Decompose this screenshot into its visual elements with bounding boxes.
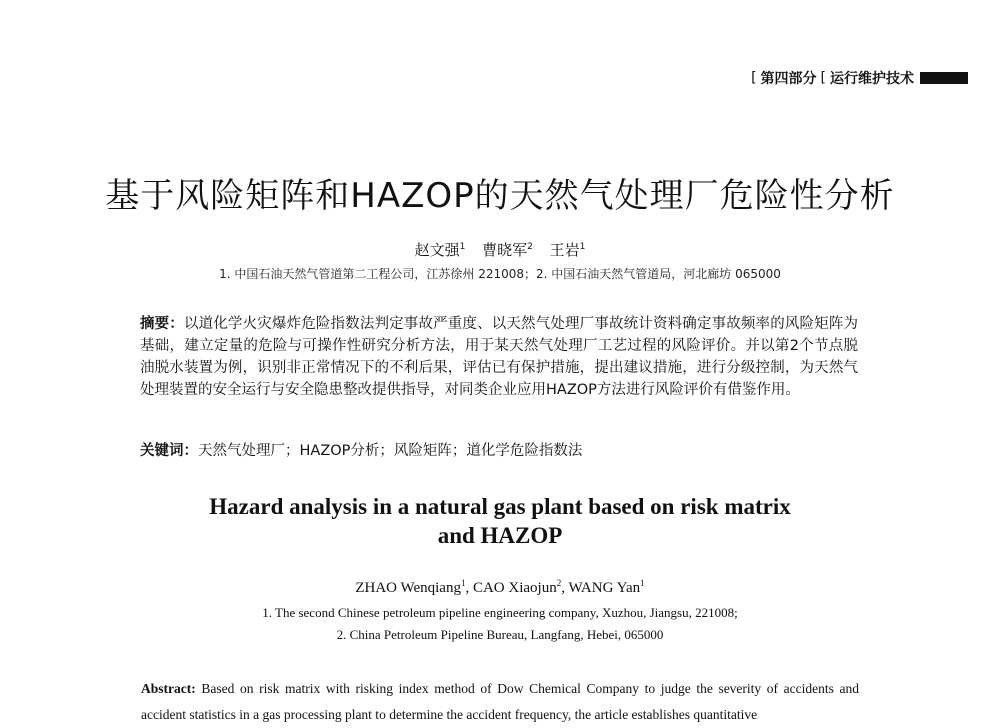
affiliations-en (0, 602, 1000, 646)
abstract-en-label: Abstract: (141, 681, 196, 696)
header-bracket-right: [ (820, 70, 826, 86)
keywords-cn-text: 天然气处理厂；HAZOP分析；风险矩阵；道化学危险指数法 (198, 443, 583, 459)
affiliations-cn: 1. 中国石油天然气管道第二工程公司，江苏徐州 221008；2. 中国石油天然气管道局，河北廊坊 065000 (219, 267, 781, 281)
author-cn: 王岩$^1$ (549, 241, 586, 259)
author-en: CAO Xiaojun$^2$ (472, 578, 562, 596)
abstract-cn-text: 以道化学火灾爆炸危险指数法判定事故严重度、以天然气处理厂事故统计资料确定事故频率的风险矩阵为基础，建立定量的危险与可操作性研究分析方法，用于某天然气处理厂工艺过程的风险评价。并以第2个节点脱油脱水装置为例，识别非正常情况下的不利后果，评估已有保护措施，提出建议措施，进行分级控制，为天然气处理装置的安全运行与安全隐患整改提供指导，对同类企业应用HAZOP方法进行风险评价有借鉴作用。 (140, 316, 858, 398)
keywords-cn-label: 关键词： (140, 443, 198, 459)
affiliation-en-1: 1. The second Chinese petroleum pipeline engineering company, Xuzhou, Jiangsu, 221008; (262, 605, 738, 620)
author-cn: 曹晓军$^2$ (482, 241, 533, 259)
paper-title-en (150, 492, 850, 550)
abstract-cn (140, 313, 858, 401)
paper-title-cn: 基于风险矩阵和HAZOP的天然气处理厂危险性分析 (105, 176, 895, 216)
paper-title-en-line1: Hazard analysis in a natural gas plant based on risk matrix (209, 494, 791, 519)
header-section: 运行维护技术 (830, 71, 914, 87)
keywords-cn (140, 440, 858, 462)
paper-title-en-line2: and HAZOP (437, 523, 563, 548)
header-bracket-left: [ (751, 70, 757, 86)
author-en: ZHAO Wenqiang$^1$ (355, 578, 466, 596)
abstract-en (141, 676, 859, 728)
authors-en: ZHAO Wenqiang$^1$, CAO Xiaojun$^2$, WANG Yan$^1$ (355, 578, 645, 596)
affiliation-en-2: 2. China Petroleum Pipeline Bureau, Langfang, Hebei, 065000 (336, 627, 664, 642)
authors-cn (0, 239, 1000, 260)
header-black-bar (920, 72, 968, 84)
abstract-en-text: Based on risk matrix with risking index method of Dow Chemical Company to judge the severity of accidents and accident statistics in a gas processing plant to determine the accident frequency, the article establishes quantitative (141, 681, 860, 722)
header-part: 第四部分 (760, 71, 817, 87)
abstract-cn-label: 摘要： (140, 316, 184, 332)
section-header (747, 68, 968, 88)
author-en: WANG Yan$^1$ (568, 578, 645, 596)
author-cn: 赵文强$^1$ (414, 241, 466, 259)
